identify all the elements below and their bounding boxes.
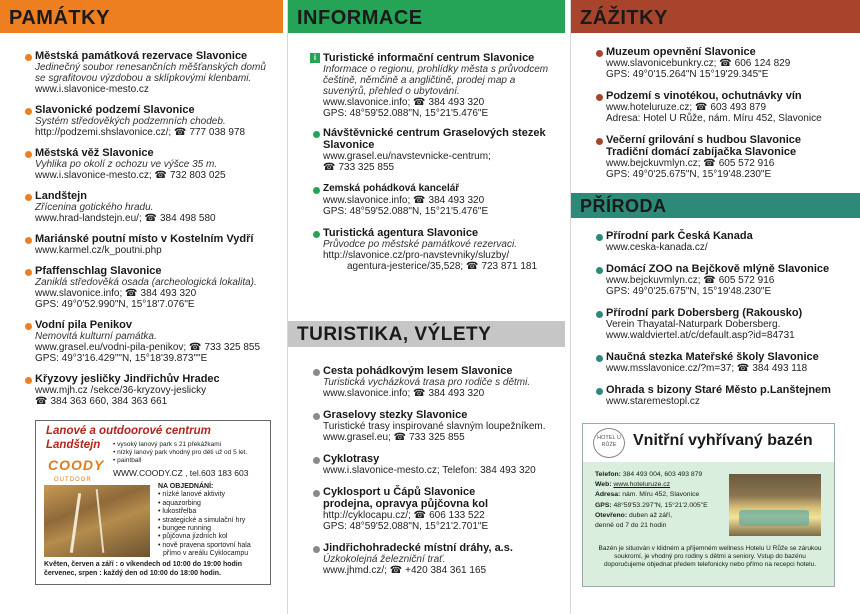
item-title: Křyzovy jesličky Jindřichův Hradec: [35, 373, 220, 385]
list-item: [571, 307, 860, 341]
list-item: [288, 409, 565, 443]
item-title: Pfaffenschlag Slavonice: [35, 265, 162, 277]
turistika-list: [288, 365, 565, 576]
bullet-icon: [313, 231, 320, 238]
bullet-icon: [313, 187, 320, 194]
item-title: Přírodní park Dobersberg (Rakousko): [606, 307, 803, 319]
item-phone: ☎ 384 493 320: [125, 288, 196, 299]
item-title: Podzemí s vinotékou, ochutnávky vín: [606, 90, 802, 102]
bullet-icon: [25, 237, 32, 244]
bullet-icon: [313, 131, 320, 138]
item-desc: Vyhlika po okolí z ochozu ve výšce 35 m.: [35, 159, 218, 170]
item-web[interactable]: www.ceska-kanada.cz/: [606, 242, 708, 253]
item-title: Landštejn: [35, 190, 87, 202]
item-phone: ☎ +420 384 361 165: [390, 565, 486, 576]
section-header-priroda: PŘÍRODA: [571, 193, 860, 218]
bullet-icon: [596, 355, 603, 362]
pool-title: Vnitřní vyhřívaný bazén: [633, 432, 813, 449]
list-item: [0, 319, 283, 364]
bullet-icon: [313, 369, 320, 376]
item-web-2[interactable]: agentura-jesterice/35,528;: [347, 261, 464, 272]
list-item: [0, 265, 283, 310]
item-web[interactable]: www.slavonicebunkry.cz;: [606, 58, 717, 69]
coody-logo: COODY: [48, 457, 105, 473]
item-phone: ☎ 384 493 118: [737, 363, 807, 374]
pool-open: duben až září,: [629, 511, 673, 519]
item-phone: ☎ 777 038 978: [174, 127, 245, 138]
item-title: Jindřichohradecké místní dráhy, a.s.: [323, 542, 513, 554]
pool-header: [583, 424, 834, 462]
hotel-logo: HOTEL U RŮŽE: [593, 428, 625, 458]
item-title: Turistické informační centrum Slavonice: [323, 52, 535, 64]
item-phone: ☎ 606 124 829: [719, 58, 790, 69]
item-title: Návštěvnické centrum Graselových stezek Slavonice: [323, 127, 546, 151]
ad-title-line1: Lanové a outdoorové centrum: [46, 425, 211, 437]
item-gps: GPS: 49°0'25.675"N, 15°19'48.230"E: [606, 286, 772, 297]
item-web[interactable]: www.bejckuvmlyn.cz;: [606, 158, 701, 169]
item-desc: Informace o regionu, prohlídky města s průvodcem češtině, němčině a angličtině, prodej map a suvenýrů, přehled o ubytování.: [323, 64, 549, 97]
bullet-icon: [596, 50, 603, 57]
item-title: Zemská pohádková kancelář: [323, 183, 460, 194]
item-desc: Úzkokolejná železniční trať.: [323, 554, 446, 565]
bullet-icon: [25, 323, 32, 330]
list-item: [288, 227, 565, 272]
item-title: Přírodní park Česká Kanada: [606, 230, 753, 242]
item-title: Vodní pila Penikov: [35, 319, 132, 331]
item-phone: ☎ 384 493 320: [413, 388, 484, 399]
bullet-icon: [25, 54, 32, 61]
bullet-icon: [596, 311, 603, 318]
item-subtitle: Tradiční domácí zabíjačka Slavonice: [606, 146, 797, 158]
item-web[interactable]: http://slavonice.cz/pro-navstevniky/sluzby/: [323, 250, 510, 261]
item-title: Večerní grilování s hudbou Slavonice: [606, 134, 801, 146]
pamatky-list: [0, 50, 283, 407]
item-address: Adresa: Hotel U Růže, nám. Míru 452, Slavonice: [606, 113, 822, 124]
list-item: [288, 365, 565, 399]
item-title: Domácí ZOO na Bejčkově mlýně Slavonice: [606, 263, 830, 275]
item-title: Městská památková rezervace Slavonice: [35, 50, 248, 62]
item-gps: GPS: 49°0'25.675"N, 15°19'48.230"E: [606, 169, 772, 180]
item-title: Mariánské poutní místo v Kostelním Vydří: [35, 233, 254, 245]
bullet-icon: [25, 269, 32, 276]
list-item: [0, 373, 283, 407]
item-web[interactable]: www.bejckuvmlyn.cz;: [606, 275, 701, 286]
bullet-icon: [313, 490, 320, 497]
section-header-pamatky: PAMÁTKY: [0, 0, 283, 33]
item-gps: GPS: 48°59'52.088"N, 15°21'5.476"E: [323, 108, 489, 119]
bullet-icon: [596, 267, 603, 274]
list-item: [288, 542, 565, 576]
item-web[interactable]: http://podzemi.shslavonice.cz/;: [35, 127, 172, 138]
list-item: [0, 50, 283, 95]
ad-bullet: • vysoký lanový park s 21 překážkami: [113, 441, 222, 448]
item-gps: GPS: 49°0'52.990"N, 15°18'7.076"E: [35, 299, 195, 310]
column-pamatky: [0, 0, 283, 614]
item-title: Naučná stezka Mateřské školy Slavonice: [606, 351, 819, 363]
item-web[interactable]: www.grasel.eu/navstevnicke-centrum;: [323, 151, 491, 162]
ad-lanove-centrum: [35, 420, 271, 585]
item-gps: GPS: 49°0'15.264"N 15°19'29.345"E: [606, 69, 769, 80]
list-item: [288, 486, 565, 532]
item-web[interactable]: www.grasel.eu/vodni-pila-penikov;: [35, 342, 187, 353]
item-phone: ☎ 384 493 320: [413, 97, 484, 108]
item-web[interactable]: www.waldviertel.at/c/default.asp?id=84731: [606, 330, 795, 341]
item-desc: Jedinečný soubor renesančních měšťanských domů se sgrafitovou výzdobou a sklípkovými klenbami.: [35, 62, 266, 84]
item-web[interactable]: www.slavonice.info;: [35, 288, 123, 299]
item-gps: GPS: 48°59'52.088"N, 15°21'5.476"E: [323, 206, 489, 217]
list-item: [0, 104, 283, 138]
list-item: [0, 190, 283, 224]
priroda-list: [571, 230, 860, 407]
item-web[interactable]: www.slavonice.info;: [323, 97, 411, 108]
bullet-icon: [25, 151, 32, 158]
item-web[interactable]: www.jhmd.cz/;: [323, 565, 387, 576]
item-desc: Průvodce po městské památkové rezervaci.: [323, 239, 517, 250]
ad-bullet: • paintball: [113, 457, 142, 464]
list-item: [571, 384, 860, 407]
list-item: [0, 233, 283, 256]
item-phone: ☎ 384 498 580: [145, 213, 216, 224]
item-web[interactable]: www.i.slavonice-mesto.cz;: [35, 170, 152, 181]
item-web[interactable]: www.staremestopl.cz: [606, 396, 700, 407]
item-gps: GPS: 49°3'16.429""N, 15°18'39.873""E: [35, 353, 208, 364]
item-web[interactable]: www.i.slavonice-mesto.cz; Telefon: 384 493 320: [323, 465, 536, 476]
ad-hours: Květen, červen a září : o víkendech od 10:00 do 19:00 hodin červenec, srpen : každý den od 10:00 do 18:00 hodin.: [44, 561, 243, 577]
item-web[interactable]: http://cyklocapu.cz/;: [323, 510, 411, 521]
ad-order-heading: NA OBJEDNÁNÍ:: [158, 483, 214, 490]
item-title: Cyklotrasy: [323, 453, 380, 465]
item-title: Cesta pohádkovým lesem Slavonice: [323, 365, 513, 377]
item-phone: ☎ 723 871 181: [466, 261, 537, 272]
item-phone: ☎ 605 572 916: [703, 275, 774, 286]
item-desc: Zřícenina gotického hradu.: [35, 202, 154, 213]
list-item: [288, 52, 565, 119]
bullet-icon: [596, 138, 603, 145]
bullet-icon: [25, 377, 32, 384]
bullet-icon: [25, 108, 32, 115]
item-phone: ☎ 384 493 320: [413, 195, 484, 206]
item-title: Slavonické podzemí Slavonice: [35, 104, 195, 116]
coody-logo-sub: OUTDOOR: [54, 477, 92, 483]
item-desc: Nemovitá kulturní památka.: [35, 331, 157, 342]
list-item: [571, 263, 860, 297]
list-item: [571, 46, 860, 80]
item-line: Turistické trasy inspirované slavným loupežníkem.: [323, 421, 546, 432]
bullet-icon: [313, 413, 320, 420]
pool-web[interactable]: www.hoteluruze.cz: [613, 481, 671, 489]
item-gps: GPS: 48°59'52.088"N, 15°21'2.701"E: [323, 521, 489, 532]
item-title: Muzeum opevnění Slavonice: [606, 46, 756, 58]
item-web[interactable]: www.msslavonice.cz/?m=37;: [606, 363, 735, 374]
ad-bullet: • nízký lanový park vhodný pro děti už od 5 let.: [113, 449, 248, 456]
bullet-icon: [25, 194, 32, 201]
pool-box: [582, 423, 835, 587]
item-line: Verein Thayatal-Naturpark Dobersberg.: [606, 319, 781, 330]
section-header-zazitky: ZÁŽITKY: [571, 0, 860, 33]
pool-open-2: denně od 7 do 21 hodin: [595, 522, 667, 530]
item-web[interactable]: www.slavonice.info;: [323, 195, 411, 206]
item-web[interactable]: www.slavonice.info;: [323, 388, 411, 399]
item-phone: ☎ 384 363 660, 384 363 661: [35, 396, 167, 407]
pool-text: Bazén je situován v klidném a příjemném wellness Hotelu U Růže se zárukou soukromí, je vhodný pro rodiny s dětmi a seniory. Vstup do bazénu doporučujeme objednat předem telefonicky nebo přímo na recepci hotelu.: [598, 545, 822, 568]
list-item: [288, 453, 565, 476]
ad-bullets: [113, 441, 247, 465]
column-informace: [287, 0, 565, 614]
item-phone: ☎ 606 133 522: [414, 510, 485, 521]
informace-list: [288, 52, 565, 272]
item-desc: Turistická vycházková trasa pro rodiče s dětmi.: [323, 377, 531, 388]
list-item: [288, 127, 565, 173]
bullet-icon: [596, 234, 603, 241]
bullet-icon: [313, 546, 320, 553]
item-phone: ☎ 733 325 855: [189, 342, 260, 353]
list-item: [0, 147, 283, 181]
pool-phone: 384 493 004, 603 493 879: [622, 471, 703, 478]
item-subtitle: prodejna, opravya půjčovna kol: [323, 498, 489, 510]
item-title: Graselovy stezky Slavonice: [323, 409, 468, 421]
bullet-icon: [596, 94, 603, 101]
item-desc: Zaniklá středověká osada (archeologická lokalita).: [35, 277, 257, 288]
pool-photo: [729, 474, 821, 536]
list-item: [571, 351, 860, 374]
item-phone: ☎ 603 493 879: [695, 102, 766, 113]
bullet-icon: [596, 388, 603, 395]
info-icon: i: [310, 53, 320, 63]
item-phone: ☎ 733 325 855: [394, 432, 465, 443]
item-web[interactable]: www.i.slavonice-mesto.cz: [35, 84, 149, 95]
item-desc: Systém středověkých podzemních chodeb.: [35, 116, 226, 127]
ad-photo: [44, 485, 150, 557]
pool-gps: 48°59'53.297"N, 15°21'2.005"E: [613, 501, 708, 509]
item-web[interactable]: www.hrad-landstejn.eu/;: [35, 213, 142, 224]
item-phone: ☎ 732 803 025: [154, 170, 225, 181]
list-item: [571, 134, 860, 180]
item-title: Ohrada s bizony Staré Město p.Lanštejnem: [606, 384, 831, 396]
item-title: Turistická agentura Slavonice: [323, 227, 479, 239]
list-item: [571, 230, 860, 253]
item-web[interactable]: www.karmel.cz/k_poutni.php: [35, 245, 162, 256]
item-web[interactable]: www.hoteluruze.cz;: [606, 102, 693, 113]
section-header-turistika: TURISTIKA, VÝLETY: [288, 321, 565, 347]
item-phone: ☎ 733 325 855: [323, 162, 394, 173]
item-web[interactable]: www.grasel.eu;: [323, 432, 391, 443]
zazitky-list: [571, 46, 860, 180]
bullet-icon: [313, 457, 320, 464]
ad-order-list: NA OBJEDNÁNÍ: • nízké lanové aktivity • aquazorbing • lukostřelba • strategické a simulační hry • bungee running • půjčovna jízdních kol • nově pravena sportovní hala přímo v areálu Cyklocampu: [158, 483, 251, 558]
item-web[interactable]: www.mjh.cz /sekce/36-kryzovy-jeslicky: [35, 385, 207, 396]
item-title: Městská věž Slavonice: [35, 147, 154, 159]
list-item: [571, 90, 860, 124]
pool-info: Telefon: 384 493 004, 603 493 879 Web: www.hoteluruze.cz Adresa: nám. Míru 452, Slavonice GPS: 48°59'53.297"N, 15°21'2.005"E Otevřeno: duben až září, denně od 7 do 21 hodin: [595, 470, 708, 531]
item-title: Cyklosport u Čápů Slavonice: [323, 486, 476, 498]
ad-title-line2: Landštejn: [46, 439, 101, 451]
item-phone: ☎ 605 572 916: [703, 158, 774, 169]
pool-address: nám. Míru 452, Slavonice: [622, 491, 700, 499]
list-item: [288, 183, 565, 217]
section-header-informace: INFORMACE: [288, 0, 565, 33]
ad-web[interactable]: WWW.COODY.CZ , tel.603 183 603: [113, 468, 249, 478]
